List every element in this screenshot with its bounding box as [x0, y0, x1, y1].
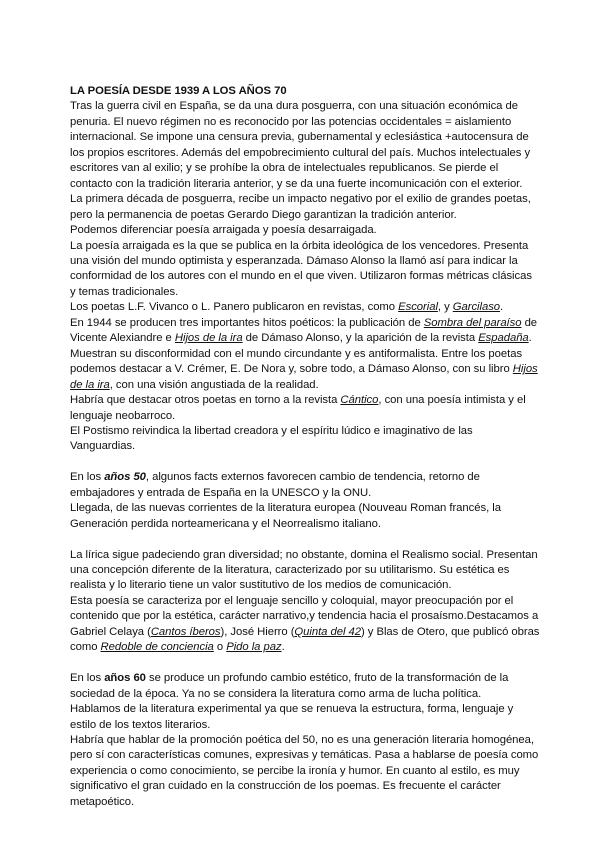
- title-garcilaso: Garcilaso: [452, 301, 501, 314]
- paragraph-promocion-50: Habría que hablar de la promoción poética del 50, no es una generación literaria homogénea, pero sí con características comunes, expresivas y temáticas. Pasa a hablarse de poesía como experiencia o como conocimiento, se percibe la ironía y humor. En cuanto al estilo, es muy significativo el gran cuidado en la construcción de los poemas. Es frecuente el carácter metapoético.: [70, 733, 539, 808]
- title-escorial: Escorial: [398, 301, 438, 314]
- paragraph-anos-60: En los años 60 se produce un profundo cambio estético, fruto de la transformación de la sociedad de la época. Ya no se considera la literatura como arma de lucha política.: [70, 672, 509, 700]
- paragraph-poesia-arraigada: La poesía arraigada es la que se publica en la órbita ideológica de los vencedores. Presenta una visión del mundo optimista y esperanzada. Dámaso Alonso la llamó así para indicar la conformidad de los autores con el mundo en el que viven. Utilizaron formas métricas clásicas y temas tradicionales.: [70, 239, 532, 298]
- paragraph-experimental: Hablamos de la literatura experimental ya que se renueva la estructura, forma, lenguaje y estilo de los textos literarios.: [70, 703, 514, 731]
- paragraph-anos-50: En los años 50, algunos facts externos favorecen cambio de tendencia, retorno de embajadores y entrada de España en la UNESCO y la ONU.: [70, 471, 480, 499]
- heading-anos-60: años 60: [104, 672, 146, 685]
- paragraph-1944: En 1944 se producen tres importantes hitos poéticos: la publicación de Sombra del paraíso de Vicente Alexiandre e Hijos de la ira de Dámaso Alonso, y la aparición de la revista Espadaña. Muestran su disconformidad con el mundo circundante y es antiformalista. Entre los poetas podemos destacar a V. Crémer, E. De Nora y, sobre todo, a Dámaso Alonso, con su libro Hijos de la ira, con una visión angustiada de la realidad.: [70, 316, 538, 391]
- title-quinta-del-42: Quinta del 42: [294, 625, 361, 638]
- spacer: [70, 656, 540, 671]
- paragraph-revistas: Los poetas L.F. Vivanco o L. Panero publicaron en revistas, como Escorial, y Garcilaso.: [70, 301, 504, 314]
- paragraph-diferenciar: Podemos diferenciar poesía arraigada y poesía desarraigada.: [70, 224, 377, 237]
- title-pido-la-paz: Pido la paz: [226, 641, 282, 654]
- paragraph-postismo: El Postismo reivindica la libertad creadora y el espíritu lúdico e imaginativo de las Vanguardias.: [70, 424, 473, 453]
- title-redoble-de-conciencia: Redoble de conciencia: [100, 641, 214, 654]
- paragraph-cantico: Habría que destacar otros poetas en torno a la revista Cántico, con una poesía intimista y el lenguaje neobarroco.: [70, 394, 526, 422]
- title-sombra-del-paraiso: Sombra del paraíso: [423, 316, 522, 329]
- title-cantos-iberos: Cantos íberos: [150, 625, 221, 638]
- document-title: LA POESÍA DESDE 1939 A LOS AÑOS 70: [70, 85, 287, 97]
- paragraph-caracteristicas: Esta poesía se caracteriza por el lenguaje sencillo y coloquial, mayor preocupación por el contenido que por la estética, carácter narrativo,y tendencia hacia el prosaísmo.Destacamos a Gabriel Celaya (Cantos íberos), José Hierro (Quinta del 42) y Blas de Otero, que publicó obras como Redoble de conciencia o Pido la paz.: [70, 594, 540, 654]
- spacer: [70, 455, 540, 470]
- document-page: [70, 84, 540, 810]
- paragraph-corrientes: Llegada, de las nuevas corrientes de la literatura europea (Nouveau Roman francés, la Generación perdida norteamericana y el Neorrealismo italiano.: [70, 502, 501, 530]
- title-cantico: Cántico: [340, 394, 379, 407]
- title-hijos-de-la-ira: Hijos de la ira: [174, 332, 243, 345]
- title-hijos-de-la-ira-2: Hijos de la ira: [70, 363, 538, 391]
- paragraph-posguerra: Tras la guerra civil en España, se da una dura posguerra, con una situación económica de penuria. El nuevo régimen no es reconocido por las potencias occidentales = aislamiento internacional. Se impone una censura previa, gubernamental y eclesiástica +autocensura de los propios escritores. Además del empobrecimiento cultural del país. Muchos intelectuales y escritores van al exilio; y se prohíbe la obra de intelectuales republicanos. Se pierde el contacto con la tradición literaria anterior, y se da una fuerte incomunicación con el exterior.: [70, 100, 531, 190]
- title-espadana: Espadaña: [478, 332, 529, 345]
- spacer: [70, 532, 540, 547]
- heading-anos-50: años 50: [104, 471, 146, 484]
- paragraph-primera-decada: La primera década de posguerra, recibe un impacto negativo por el exilio de grandes poetas, pero la permanencia de poetas Gerardo Diego garantizan la tradición anterior.: [70, 193, 531, 221]
- paragraph-lirica: La lírica sigue padeciendo gran diversidad; no obstante, domina el Realismo social. Presentan una concepción diferente de la literatura, caracterizado por su utilitarismo. Su estética es realista y lo literario tiene un valor sustitutivo de los medios de comunicación.: [70, 548, 538, 592]
